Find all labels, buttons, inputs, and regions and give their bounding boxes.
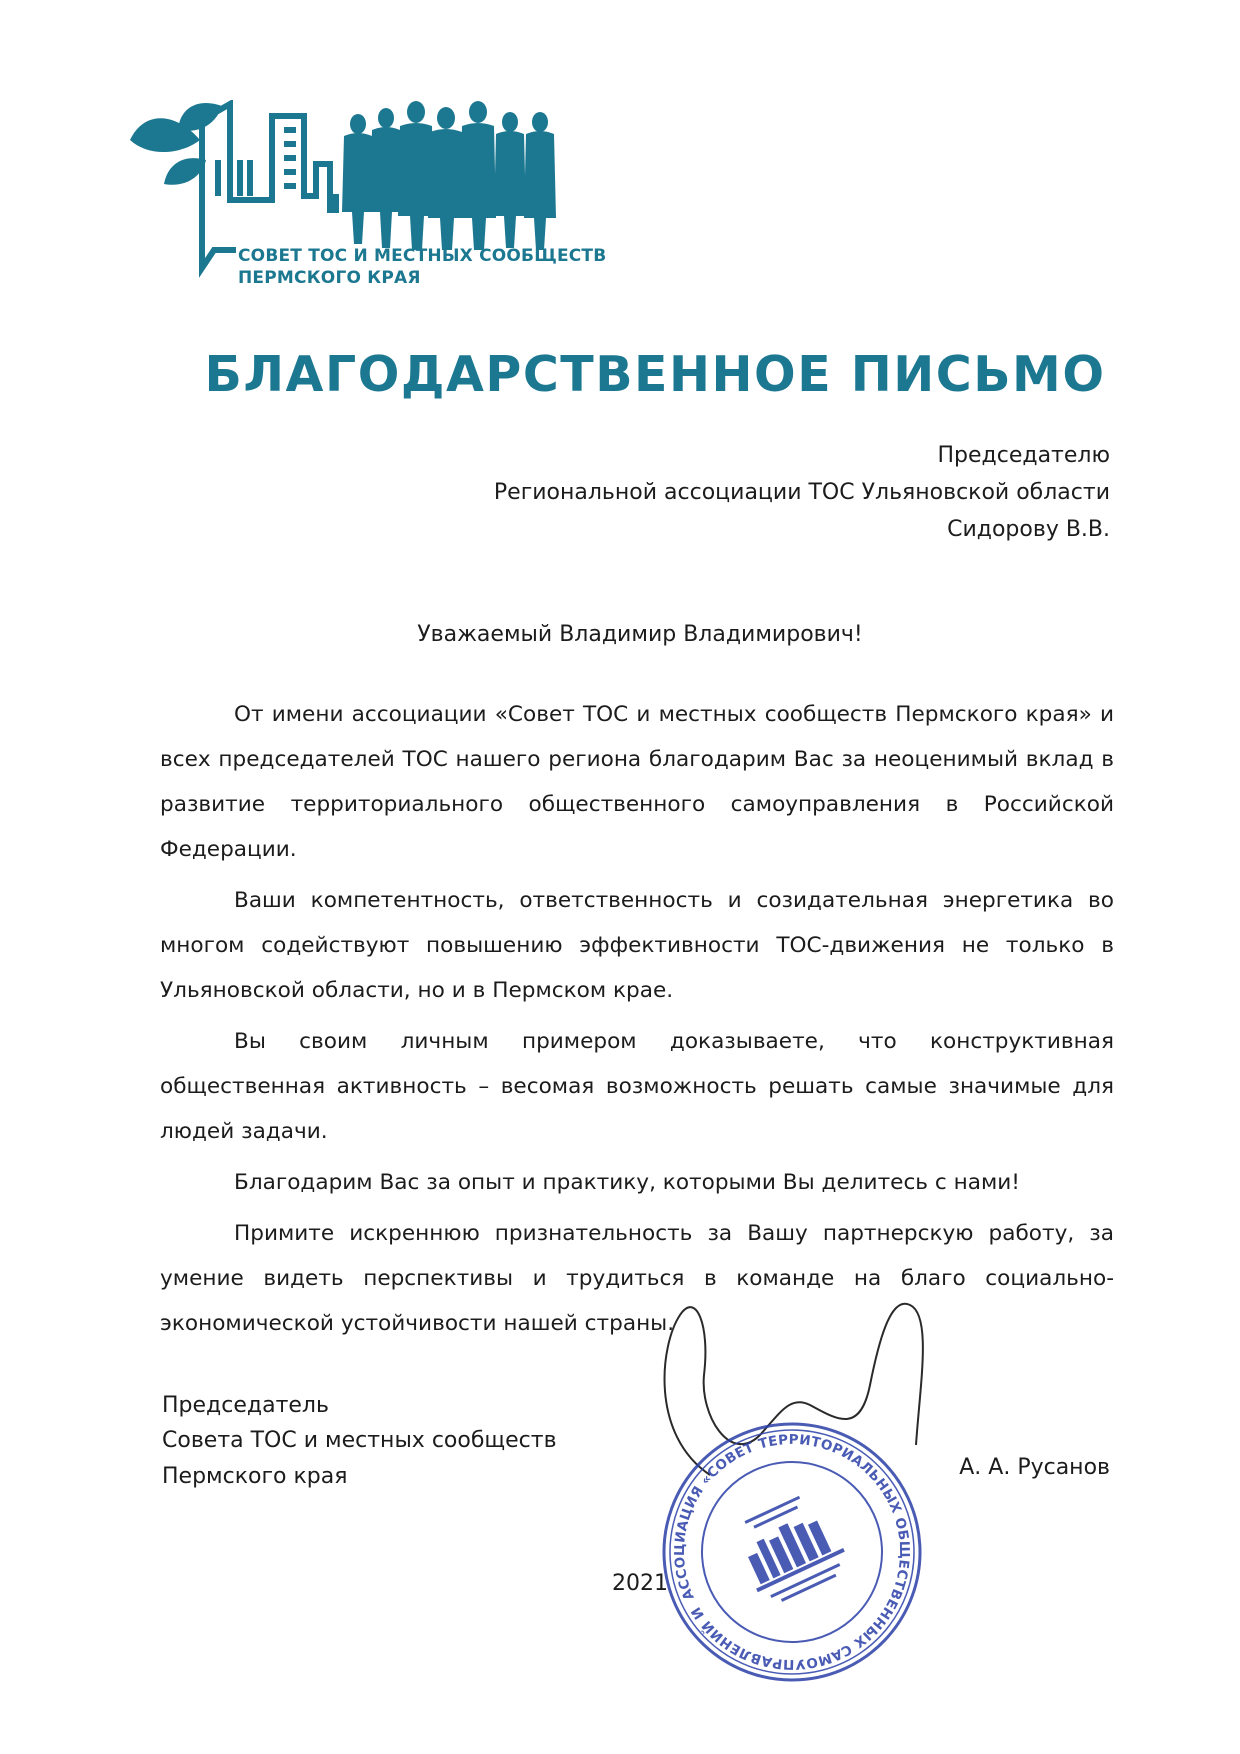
paragraph-2: Ваши компетентность, ответственность и созидательная энергетика во многом содействуют повышению эффективности ТОС-движения не только в Ульяновской области, но и в Пермском крае. — [160, 888, 1114, 1003]
paragraph-1: От имени ассоциации «Совет ТОС и местных сообществ Пермского края» и всех председателей ТОС нашего региона благодарим Вас за неоценимый вклад в развитие территориального общественного самоуправления в Российской Федерации. — [160, 702, 1114, 862]
signer-title-line-2: Совета ТОС и местных сообществ — [162, 1428, 557, 1453]
stamp-logo-icon — [728, 1488, 853, 1609]
date-year: 2021 — [612, 1571, 668, 1596]
city-outline-icon — [202, 104, 336, 268]
signer-name: А. А. Русанов — [959, 1455, 1110, 1480]
signer-title-line-3: Пермского края — [162, 1464, 348, 1489]
paragraph-4: Благодарим Вас за опыт и практику, которыми Вы делитесь с нами! — [234, 1170, 1020, 1195]
addressee-line-3: Сидорову В.В. — [947, 517, 1110, 542]
stamp-outer-text: АССОЦИАЦИЯ «СОВЕТ ТЕРРИТОРИАЛЬНЫХ ОБЩЕСТВЕННЫХ САМОУПРАВЛЕНИЙ И — [671, 1431, 913, 1673]
organization-stamp — [658, 1418, 926, 1686]
paragraph-5: Примите искреннюю признательность за Вашу партнерскую работу, за умение видеть перспективы и трудиться в команде на благо социально-экономической устойчивости нашей страны. — [160, 1221, 1114, 1336]
people-silhouettes-icon — [342, 101, 556, 250]
addressee-line-1: Председателю — [937, 443, 1110, 468]
addressee-line-2: Региональной ассоциации ТОС Ульяновской области — [493, 480, 1110, 505]
document-title: БЛАГОДАРСТВЕННОЕ ПИСЬМО — [204, 346, 1106, 403]
logo-text-line1: СОВЕТ ТОС И МЕСТНЫХ СООБЩЕСТВ — [238, 246, 607, 266]
logo-text-line2: ПЕРМСКОГО КРАЯ — [238, 268, 421, 288]
greeting: Уважаемый Владимир Владимирович! — [417, 622, 863, 647]
letter-body — [160, 692, 1114, 1346]
signer-title-line-1: Председатель — [162, 1393, 329, 1418]
paragraph-3: Вы своим личным примером доказываете, что конструктивная общественная активность – весомая возможность решать самые значимые для людей задачи. — [160, 1029, 1114, 1144]
